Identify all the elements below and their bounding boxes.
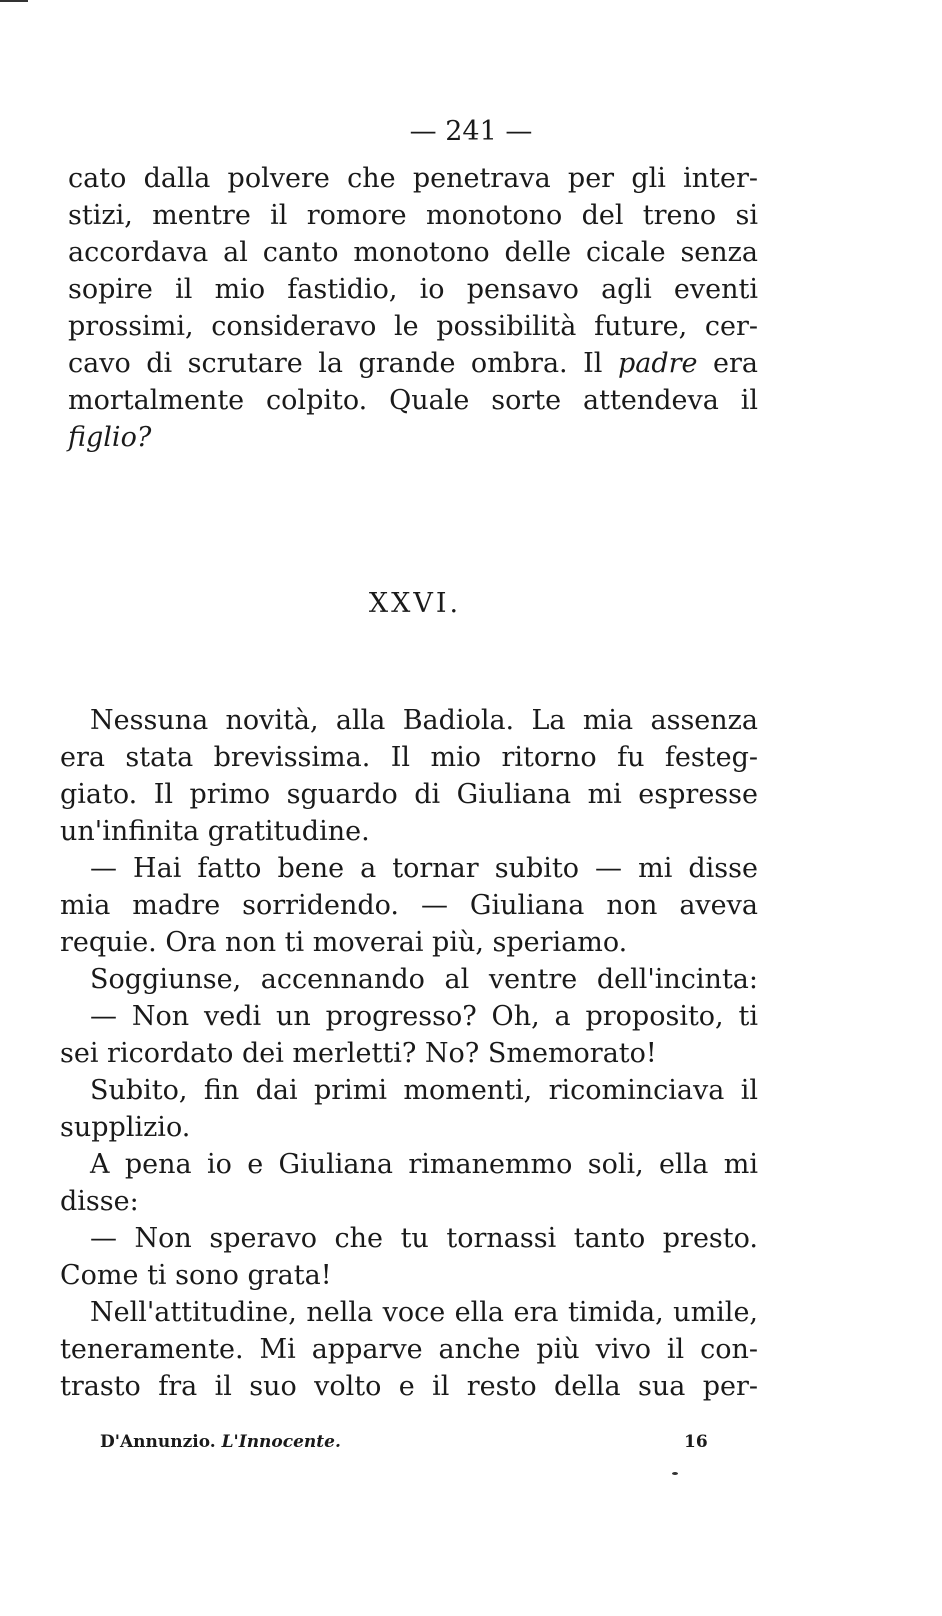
text-line: A pena io e Giuliana rimanemmo soli, ella mi xyxy=(90,1149,758,1180)
text-line: Nessuna novità, alla Badiola. La mia assenza xyxy=(90,705,758,736)
scan-mark xyxy=(0,0,28,2)
text-line: requie. Ora non ti moverai più, speriamo. xyxy=(60,927,628,958)
text-line: accordava al canto monotono delle cicale senza xyxy=(68,237,758,268)
text-line: — Hai fatto bene a tornar subito — mi disse xyxy=(90,853,758,884)
text-line: sopire il mio fastidio, io pensavo agli eventi xyxy=(68,274,758,305)
text-line: prossimi, consideravo le possibilità future, cer- xyxy=(68,311,758,342)
text-line: supplizio. xyxy=(60,1112,191,1143)
text-line: — Non speravo che tu tornassi tanto presto. xyxy=(90,1223,758,1254)
text-line: stizi, mentre il romore monotono del treno si xyxy=(68,200,758,231)
text-line: sei ricordato dei merletti? No? Smemorato! xyxy=(60,1038,657,1069)
footer-title: L'Innocente. xyxy=(221,1432,341,1452)
text-line: giato. Il primo sguardo di Giuliana mi espresse xyxy=(60,779,758,810)
text-line: mia madre sorridendo. — Giuliana non aveva xyxy=(60,890,758,921)
footer-signature-number: 16 xyxy=(684,1432,708,1452)
text-line: teneramente. Mi apparve anche più vivo il con- xyxy=(60,1334,758,1365)
scan-speck xyxy=(672,1472,678,1475)
text-line: Soggiunse, accennando al ventre dell'incinta: xyxy=(90,964,758,995)
text-line: cato dalla polvere che penetrava per gli inter- xyxy=(68,163,758,194)
text-line: cavo di scrutare la grande ombra. Il padre era xyxy=(68,348,758,379)
footer-signature-mark xyxy=(100,1430,341,1454)
text-line: Subito, fin dai primi momenti, ricominciava il xyxy=(90,1075,758,1106)
text-line: era stata brevissima. Il mio ritorno fu festeg- xyxy=(60,742,758,773)
text-line: Nell'attitudine, nella voce ella era timida, umile, xyxy=(90,1297,758,1328)
emphasized-word: padre xyxy=(617,348,698,379)
text-line: un'infinita gratitudine. xyxy=(60,816,370,847)
text-line: Come ti sono grata! xyxy=(60,1260,332,1291)
chapter-heading: XXVI. xyxy=(368,588,462,619)
text-line: figlio? xyxy=(68,422,152,453)
text-line: — Non vedi un progresso? Oh, a proposito, ti xyxy=(90,1001,758,1032)
footer-author: D'Annunzio. xyxy=(100,1432,216,1452)
text-line: disse: xyxy=(60,1186,139,1217)
text-line: mortalmente colpito. Quale sorte attendeva il xyxy=(68,385,758,416)
text-line: trasto fra il suo volto e il resto della sua per- xyxy=(60,1371,758,1402)
page-number: — 241 — xyxy=(409,116,533,147)
